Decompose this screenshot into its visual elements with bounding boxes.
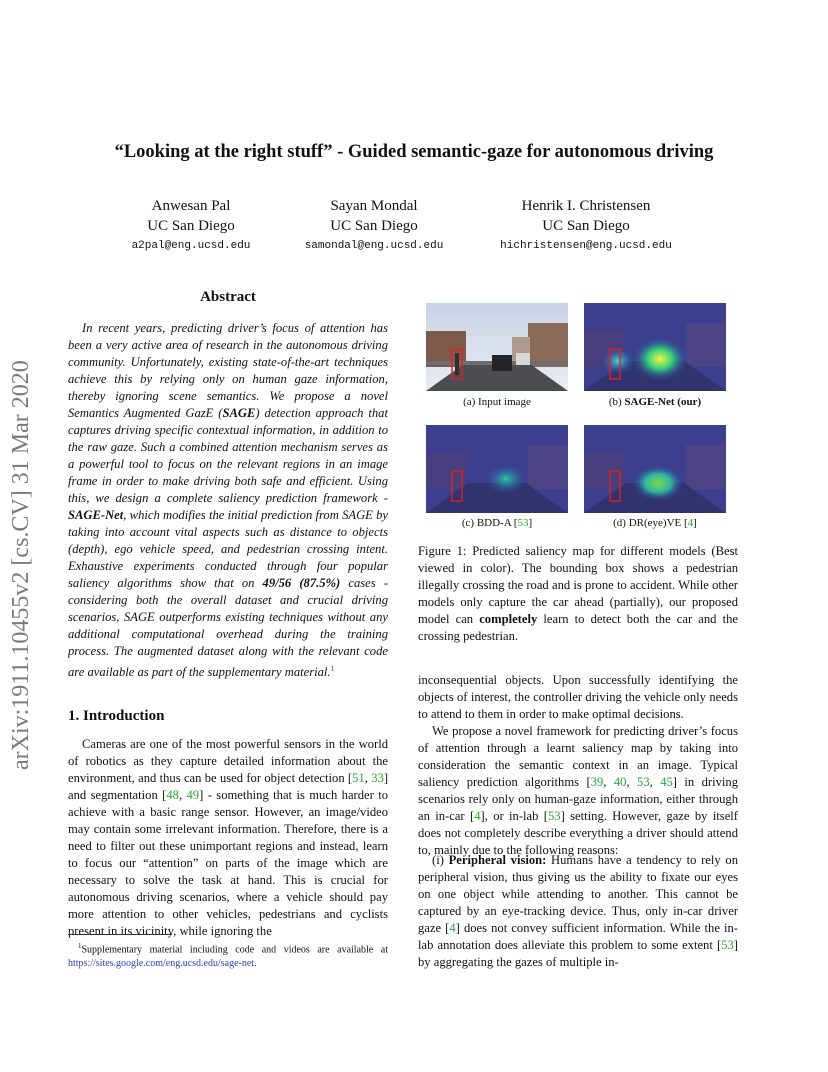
abstract-part: cases - considering both the overall dataset and crucial driving scenarios, SAGE outperforms existing techniques without any additional computational overhead during the training process. The augmented dataset along with the relevant code are available as part of the supplementary material.: [68, 576, 388, 680]
abstract-part: ) detection approach that captures driving specific contextual information, in addition to the raw gaze. Such a combined attention mechanism serves as a powerful tool to focus on the relevant regions in an image frame in order to make driving both safe and efficient. Using this, we design a complete saliency prediction framework -: [68, 406, 388, 505]
citation-link[interactable]: 39: [590, 775, 604, 789]
author-block-3: [486, 196, 686, 256]
citation-link[interactable]: 4: [474, 809, 481, 823]
author-name: Anwesan Pal: [151, 198, 231, 214]
abstract-heading: Abstract: [200, 289, 256, 305]
abstract-bold-stat: 49/56 (87.5%): [262, 576, 341, 590]
text: ,: [649, 775, 661, 789]
citation-link[interactable]: 33: [371, 771, 384, 785]
right-paragraph-3: [418, 852, 738, 971]
subcaption-d: [565, 517, 745, 529]
citation-link[interactable]: 45: [660, 775, 673, 789]
citation-link[interactable]: 4: [449, 921, 456, 935]
author-email: hichristensen@eng.ucsd.edu: [500, 240, 672, 252]
text: ,: [364, 771, 372, 785]
right-paragraph-2: [418, 723, 738, 859]
text: ,: [603, 775, 614, 789]
bold-text: completely: [479, 612, 538, 626]
author-name: Henrik I. Christensen: [521, 198, 651, 214]
text: ]: [693, 517, 697, 529]
abstract-bold-sage: SAGE: [222, 406, 256, 420]
text: ] by aggregating the gazes of multiple in-: [418, 938, 738, 969]
figure-image-dreyeve: [584, 425, 726, 513]
text: ] in driving scenarios rely only on human-gaze information, either through an in-car [: [418, 775, 739, 823]
footnote-marker-link[interactable]: 1: [330, 664, 335, 673]
text: (c) BDD-A [: [461, 517, 518, 529]
author-affiliation: UC San Diego: [330, 218, 418, 234]
section-heading-introduction: 1. Introduction: [68, 708, 165, 724]
citation-link[interactable]: 53: [517, 517, 529, 529]
bold-text: SAGE-Net (our): [624, 396, 702, 408]
author-affiliation: UC San Diego: [542, 218, 630, 234]
citation-link[interactable]: 53: [721, 938, 734, 952]
text: ] setting. However, gaze by itself does not completely describe everything a driver should attend to, mainly due to the following reasons:: [418, 809, 738, 857]
text: ,: [178, 788, 187, 802]
subcaption-a: (a) Input image: [463, 396, 531, 408]
text: Humans have a tendency to rely on peripheral vision, thus giving us the ability to fixate our eyes on one object while attending to another. This cannot be captured by an eye-tracking device. Thus, only in-car driver gaze [: [418, 853, 738, 935]
author-block-1: [91, 196, 291, 256]
footnote-url-link[interactable]: https://sites.google.com/eng.ucsd.edu/sage-net: [68, 958, 255, 970]
footnote: [68, 939, 388, 971]
citation-link[interactable]: 51: [352, 771, 365, 785]
abstract-bold-sagenet: SAGE-Net: [68, 508, 124, 522]
text: ] and segmentation [: [68, 771, 389, 802]
footnote-rule: [68, 934, 172, 935]
arxiv-side-label: arXiv:1911.10455v2 [cs.CV] 31 Mar 2020: [8, 360, 34, 770]
text: We propose a novel framework for predicting driver’s focus of attention through a learnt saliency map by taking into consideration the semantic context in an image. Typical saliency prediction algorithms [: [418, 724, 738, 789]
author-affiliation: UC San Diego: [147, 218, 235, 234]
text: ] - something that is much harder to achieve with a basic range sensor. However, an image/video may contain some irrelevant information. Therefore, there is a need to filter out these unimportant regions and instead, learn to focus our “attention” on parts of the image which are necessary to solve the task at hand. This is crucial for autonomous driving scenarios, where a vehicle should pay more attention to other vehicles, pedestrians and cyclists present in its vicinity, while ignoring the: [68, 788, 389, 938]
text: (i): [432, 853, 449, 867]
text: ], or in-lab [: [480, 809, 548, 823]
bold-text: Peripheral vision:: [448, 853, 547, 867]
author-email: samondal@eng.ucsd.edu: [304, 240, 444, 252]
text: (d) DR(eye)VE [: [613, 517, 688, 529]
text: (b): [608, 396, 625, 408]
author-name: Sayan Mondal: [330, 198, 418, 214]
author-email: a2pal@eng.ucsd.edu: [131, 240, 251, 252]
subcaption-c: [407, 517, 587, 529]
text: ] does not convey sufficient information. While the in-lab annotation does alleviate this problem to some extent [: [418, 921, 738, 952]
paper-title: “Looking at the right stuff” - Guided semantic-gaze for autonomous driving: [114, 142, 714, 162]
right-paragraph-1: inconsequential objects. Upon successfully identifying the objects of interest, the controller driving the vehicle only needs to attend to them in order to make optimal decisions.: [418, 673, 738, 721]
citation-link[interactable]: 53: [548, 809, 561, 823]
text: Figure 1: Predicted saliency map for different models (Best viewed in color). The bounding box shows a pedestrian illegally crossing the road and is prone to accident. While other models only capture the car ahead (partially), our proposed model can: [418, 544, 738, 626]
text: learn to detect both the car and the crossing pedestrian.: [418, 612, 738, 643]
author-block-2: [274, 196, 474, 256]
citation-link[interactable]: 40: [613, 775, 627, 789]
citation-link[interactable]: 4: [687, 517, 694, 529]
text: Cameras are one of the most powerful sensors in the world of robotics as they capture detailed information about the environment, and thus can be used for object detection [: [68, 737, 388, 785]
footnote-end: .: [254, 958, 257, 970]
citation-link[interactable]: 49: [186, 788, 200, 802]
abstract-text: [68, 320, 388, 681]
citation-link[interactable]: 48: [166, 788, 179, 802]
footnote-text: Supplementary material including code and videos are available at: [81, 944, 388, 956]
subcaption-b: [565, 396, 745, 408]
abstract-part: , which modifies the initial prediction from SAGE by taking into account vital aspects such as distance to objects (depth), ego vehicle speed, and pedestrian crossing intent. Exhaustive experiments conducted through four popular saliency algorithms show that on: [68, 508, 388, 590]
figure-image-sagenet: [584, 303, 726, 391]
figure-image-bdda: [426, 425, 568, 513]
footnote-mark: 1: [78, 942, 82, 950]
citation-link[interactable]: 53: [637, 775, 650, 789]
figure-caption: [418, 543, 738, 645]
abstract-part: In recent years, predicting driver’s focus of attention has been a very active area of research in the autonomous driving community. Unfortunately, existing state-of-the-art techniques achieve this by relying only on human gaze information, thereby ignoring scene semantics. We propose a novel Semantics Augmented GazE (: [68, 321, 388, 420]
figure-image-input: [426, 303, 568, 391]
intro-paragraph: [68, 736, 388, 940]
text: ]: [528, 517, 533, 529]
text: ,: [626, 775, 638, 789]
